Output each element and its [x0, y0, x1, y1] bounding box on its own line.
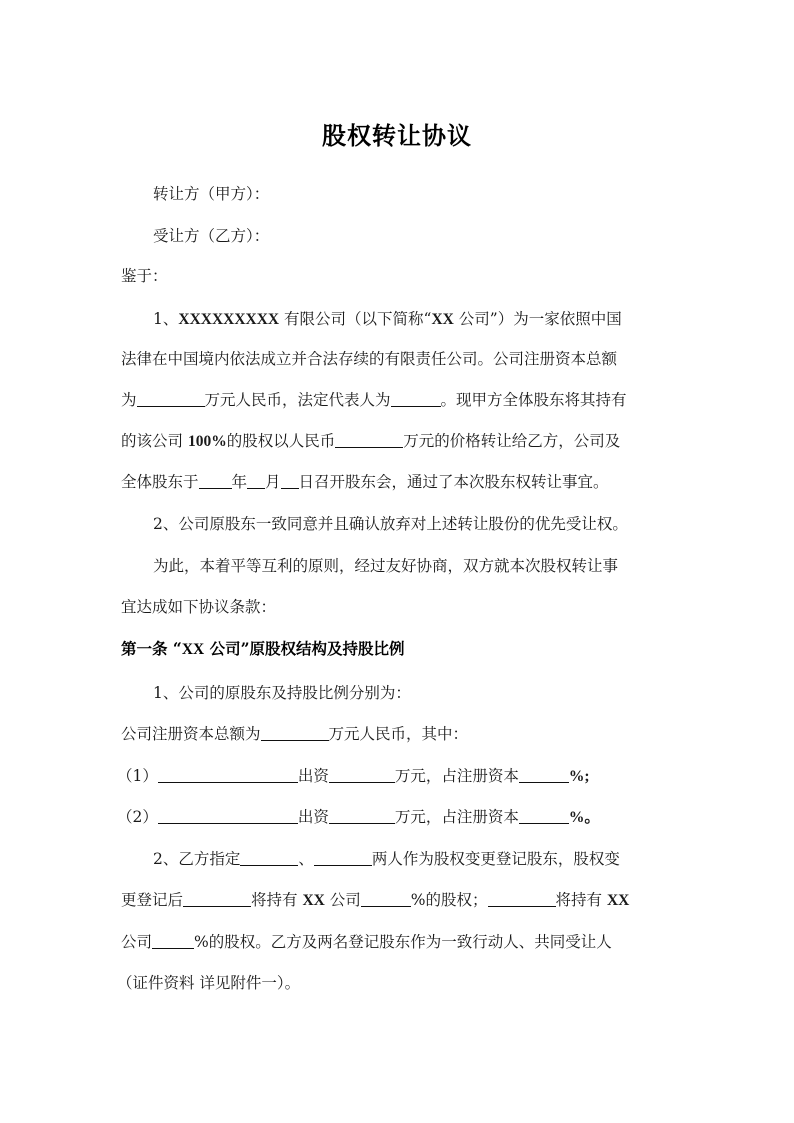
text: %。 [568, 809, 600, 826]
text: 日召开股东会，通过了本次股东权转让事宜。 [298, 473, 609, 491]
text: 的股权以人民币 [226, 432, 336, 450]
holder-row-1 [117, 766, 677, 787]
text: 公司注册资本总额为 [121, 725, 261, 743]
designee1-name-blank[interactable] [183, 892, 251, 907]
designee1-percent-blank[interactable] [361, 892, 411, 907]
text: 有限公司（以下简称“ [279, 310, 432, 328]
designee2-name-blank[interactable] [488, 892, 556, 907]
therefore-line1: 为此，本着平等互利的原则，经过友好协商，双方就本次股权转让事 [153, 557, 619, 575]
company-short-name: XX [181, 641, 205, 658]
holder-name-blank[interactable] [158, 809, 298, 824]
text: 公司 [121, 933, 153, 951]
article1-item1: 1、公司的原股东及持股比例分别为： [153, 684, 411, 702]
contribution-blank[interactable] [329, 809, 395, 824]
recital1-line4 [121, 431, 681, 452]
text: 第一条 “ [121, 639, 182, 658]
text: 两人作为股权变更登记股东，股权变 [371, 850, 620, 868]
text: 万元，占注册资本 [394, 767, 519, 785]
transferee-label: 受让方（乙方）： [153, 227, 270, 245]
text: 、 [298, 850, 314, 868]
article1-heading [121, 639, 681, 660]
article1-item2-line4: （证件资料 详见附件一）。 [117, 974, 301, 992]
holder-number: （1） [117, 767, 158, 785]
text: 2、乙方指定 [153, 850, 241, 868]
month-blank[interactable] [247, 474, 265, 489]
recital1-line3 [121, 390, 681, 410]
therefore-line2: 宜达成如下协议条款： [121, 598, 277, 616]
text: 。现甲方全体股东将其持有 [440, 391, 627, 409]
recital2: 2、公司原股东一致同意并且确认放弃对上述转让股份的优先受让权。 [153, 515, 628, 533]
whereas-label: 鉴于： [121, 267, 168, 285]
text: 万元人民币，法定代表人为 [204, 391, 391, 409]
text: 万元的价格转让给乙方，公司及 [403, 432, 621, 450]
text: %的股权； [410, 891, 488, 909]
text: 出资 [297, 808, 329, 826]
capital-line [121, 724, 681, 744]
company-short-name: XX [431, 311, 454, 328]
text: 为 [121, 391, 137, 409]
text: 出资 [297, 767, 329, 785]
text: 更登记后 [121, 891, 184, 909]
text: 的该公司 [121, 432, 188, 450]
designee2-blank[interactable] [314, 851, 372, 866]
text: 万元，占注册资本 [394, 808, 519, 826]
recital1-line2: 法律在中国境内依法成立并合法存续的有限责任公司。公司注册资本总额 [121, 350, 618, 368]
holder-row-2 [117, 807, 677, 828]
text: %的股权。乙方及两名登记股东作为一致行动人、共同受让人 [194, 933, 612, 951]
holder-name-blank[interactable] [158, 768, 298, 783]
text: 公司 [324, 891, 361, 909]
percentage: 100% [187, 433, 227, 450]
year-blank[interactable] [199, 474, 232, 489]
text: 月 [265, 473, 281, 491]
article1-item2-line2 [121, 890, 681, 911]
text: 全体股东于 [121, 473, 199, 491]
legal-rep-blank[interactable] [391, 392, 441, 407]
share-percent-blank[interactable] [519, 809, 569, 824]
registered-capital-blank[interactable] [137, 392, 205, 407]
price-blank[interactable] [335, 433, 403, 448]
company-short-name: XX [606, 892, 630, 909]
company-placeholder: XXXXXXXXX [178, 311, 280, 328]
document-title: 股权转让协议 [322, 122, 472, 150]
text: 将持有 [555, 891, 607, 909]
text: 公司”）为一家依照中国 [453, 310, 622, 328]
text: 年 [231, 473, 248, 491]
share-percent-blank[interactable] [519, 768, 569, 783]
recital1-line5 [121, 472, 681, 492]
contribution-blank[interactable] [329, 768, 395, 783]
day-blank[interactable] [281, 474, 299, 489]
text: 万元人民币，其中： [328, 725, 469, 743]
designee2-percent-blank[interactable] [152, 934, 194, 949]
text: 将持有 [251, 891, 303, 909]
article1-item2-line3 [121, 932, 681, 952]
company-short-name: XX [302, 892, 325, 909]
article1-item2-line1 [153, 849, 713, 869]
text: 公司”原股权结构及持股比例 [204, 639, 405, 658]
recital1-line1 [153, 309, 713, 330]
recital-number: 1、 [153, 310, 179, 328]
total-capital-blank[interactable] [261, 726, 329, 741]
designee1-blank[interactable] [240, 851, 298, 866]
transferor-label: 转让方（甲方）： [153, 185, 270, 203]
holder-number: （2） [117, 808, 158, 826]
text: %; [568, 768, 590, 785]
